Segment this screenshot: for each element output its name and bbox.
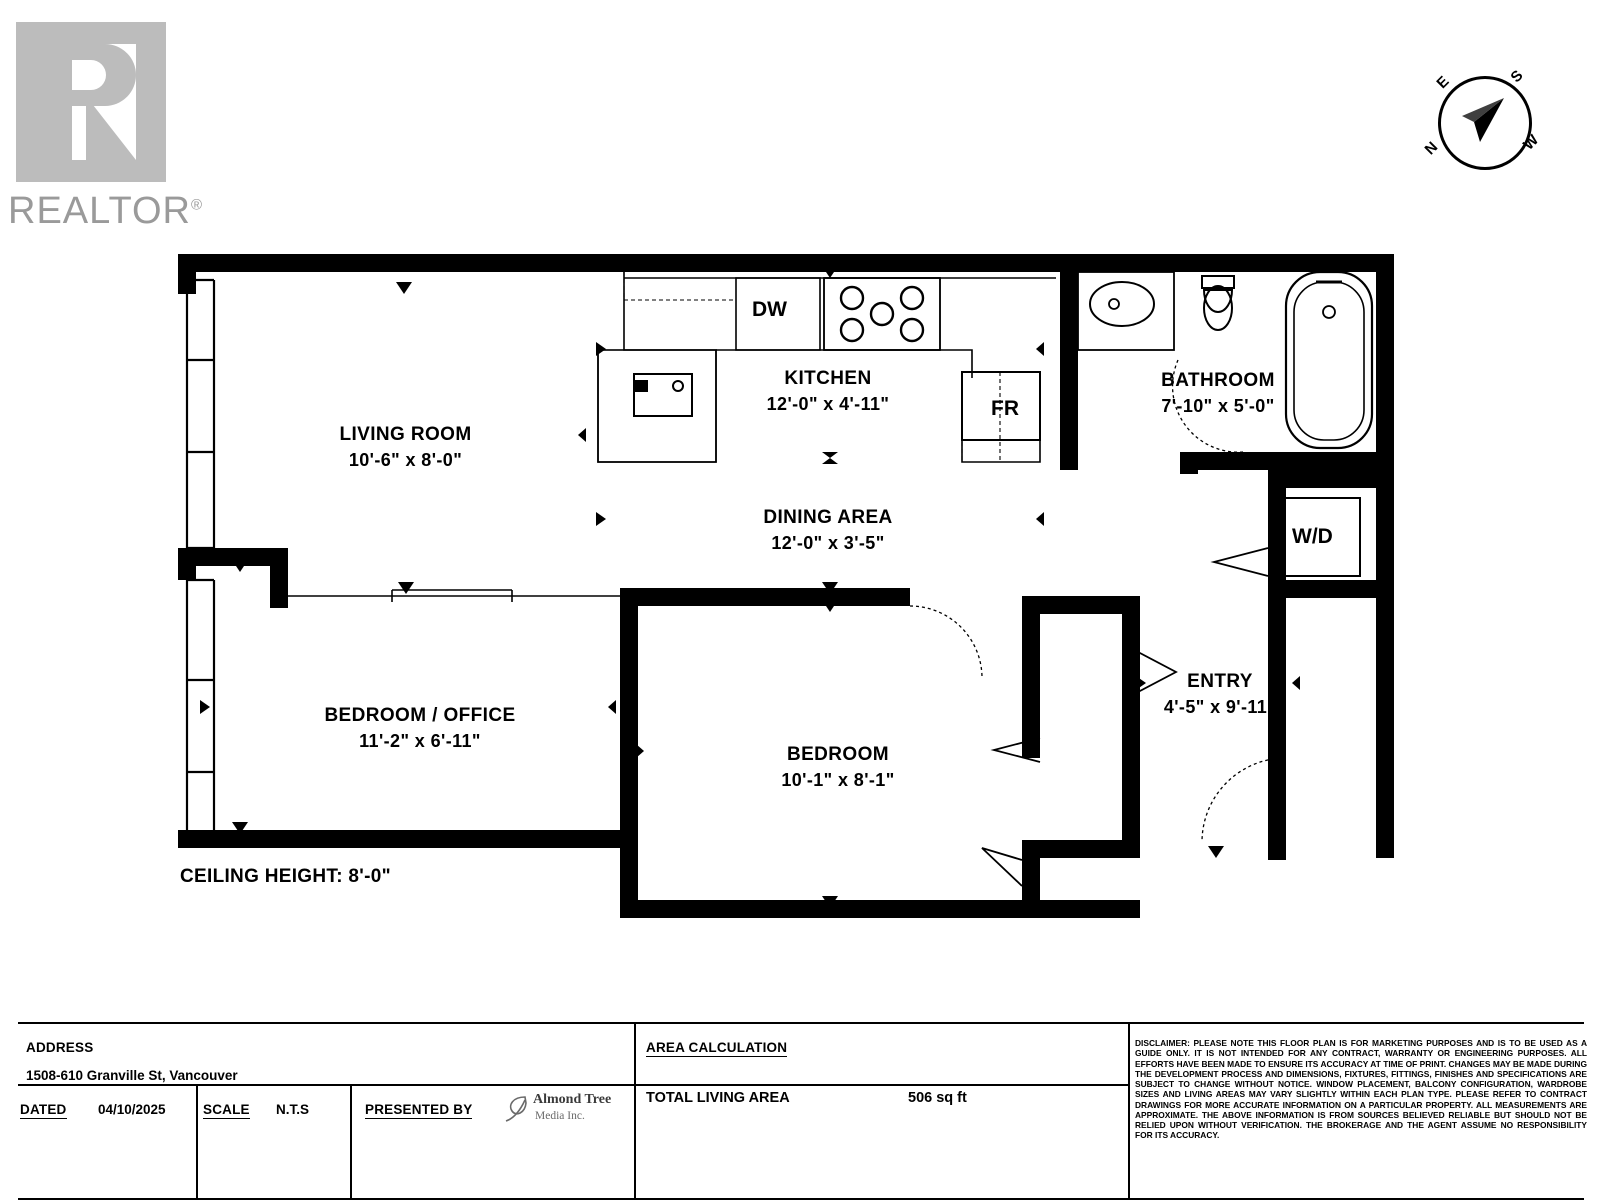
kitchen-dimensions: 12'-0" x 4'-11" xyxy=(766,393,890,414)
entry-dimensions: 4'-5" x 9'-11" xyxy=(1163,696,1277,717)
footer-divider-3 xyxy=(196,1084,198,1198)
kitchen-name: KITCHEN xyxy=(784,368,872,389)
living-room-name: LIVING ROOM xyxy=(339,424,472,445)
door-swings xyxy=(910,360,1286,886)
almond-tree-icon xyxy=(503,1094,531,1124)
realtor-brand-text: REALTOR xyxy=(8,190,191,232)
footer-divider-2 xyxy=(1128,1022,1130,1198)
room-label-bathroom xyxy=(1082,368,1354,418)
footer-mid-rule xyxy=(18,1084,1128,1086)
dining-area-name: DINING AREA xyxy=(763,507,893,528)
address-value: 1508-610 Granville St, Vancouver xyxy=(26,1068,238,1083)
bathroom-fixtures xyxy=(1078,272,1372,448)
room-label-bedroom-office xyxy=(255,703,585,753)
bedroom-office-name: BEDROOM / OFFICE xyxy=(324,705,516,726)
trademark-symbol: ® xyxy=(190,196,204,214)
appliance-label-wd: W/D xyxy=(1292,525,1333,548)
bedroom-name: BEDROOM xyxy=(786,744,890,765)
living-room-dimensions: 10'-6" x 8'-0" xyxy=(348,449,463,470)
presenter-logo xyxy=(503,1092,633,1138)
footer-top-rule xyxy=(18,1022,1584,1024)
bedroom-dimensions: 10'-1" x 8'-1" xyxy=(781,769,895,790)
cooktop-icon xyxy=(824,278,940,350)
appliance-label-fr: FR xyxy=(991,397,1019,420)
address-label: ADDRESS xyxy=(26,1040,94,1055)
dated-value: 04/10/2025 xyxy=(98,1102,166,1117)
dining-area-dimensions: 12'-0" x 3'-5" xyxy=(771,532,885,553)
compass-label-s: S xyxy=(1507,66,1527,87)
room-label-bedroom xyxy=(705,742,971,792)
appliance-label-dw: DW xyxy=(752,298,787,321)
bathroom-dimensions: 7'-10" x 5'-0" xyxy=(1161,395,1275,416)
room-label-kitchen xyxy=(678,366,978,416)
total-living-area-value: 506 sq ft xyxy=(908,1090,967,1106)
area-calculation-label: AREA CALCULATION xyxy=(646,1040,788,1055)
total-living-area-label: TOTAL LIVING AREA xyxy=(646,1090,790,1106)
disclaimer-text: DISCLAIMER: PLEASE NOTE THIS FLOOR PLAN IS FOR MARKETING PURPOSES AND IS TO BE USED AS A GUIDE ONLY. IT IS NOT INTENDED FOR ANY CONTRACT, WARRANTY OR ENGINEERING PURPOSES. ALL EFFORTS HAVE BEEN MADE TO ENSURE ITS ACCURACY AT TIME OF PRINT. CHANGES MAY BE MADE DURING THE DEVELOPMENT PROCESS AND DIMENSIONS, FIXTURES, FITTINGS, FINISHES AND SPECIFICATIONS ARE SUBJECT TO CHANGE WITHOUT NOTICE. WINDOW PLACEMENT, BALCONY CONFIGURATION, WARDROBE SIZES AND LIVING AREAS MAY VARY SLIGHTLY WITHIN EACH PLAN TYPE. PLEASE REFER TO CONTRACT DRAWINGS FOR MORE ACCURATE INFORMATION ON A PARTICULAR PROPERTY. ALL MEASUREMENTS ARE APPROXIMATE. THE ABOVE INFORMATION IS FROM SOURCES BELIEVED RELIABLE BUT SHOULD NOT BE RELIED UPON WITHOUT VERIFICATION. THE BROKERAGE AND THE AGENT ASSUME NO RESPONSIBILITY FOR ITS ACCURACY. xyxy=(1135,1038,1587,1141)
dated-label: DATED xyxy=(20,1102,67,1117)
footer-divider-1 xyxy=(634,1022,636,1198)
ceiling-height-note: CEILING HEIGHT: 8'-0" xyxy=(180,866,391,887)
entry-name: ENTRY xyxy=(1187,671,1253,692)
room-label-living-room xyxy=(258,422,553,472)
room-label-dining-area xyxy=(678,505,978,555)
scale-label: SCALE xyxy=(203,1102,250,1117)
bathroom-name: BATHROOM xyxy=(1161,370,1275,391)
presenter-subtitle: Media Inc. xyxy=(535,1110,585,1122)
compass-label-w: W xyxy=(1520,131,1543,154)
compass-label-n: N xyxy=(1421,138,1442,159)
presenter-name: Almond Tree xyxy=(533,1092,612,1107)
compass-label-e: E xyxy=(1433,72,1453,93)
footer-divider-4 xyxy=(350,1084,352,1198)
presented-by-label: PRESENTED BY xyxy=(365,1102,473,1117)
footer-bottom-rule xyxy=(18,1198,1584,1200)
scale-value: N.T.S xyxy=(276,1102,310,1117)
bedroom-office-dimensions: 11'-2" x 6'-11" xyxy=(359,730,481,751)
walls-group xyxy=(178,254,1394,918)
room-label-entry xyxy=(1100,669,1340,719)
